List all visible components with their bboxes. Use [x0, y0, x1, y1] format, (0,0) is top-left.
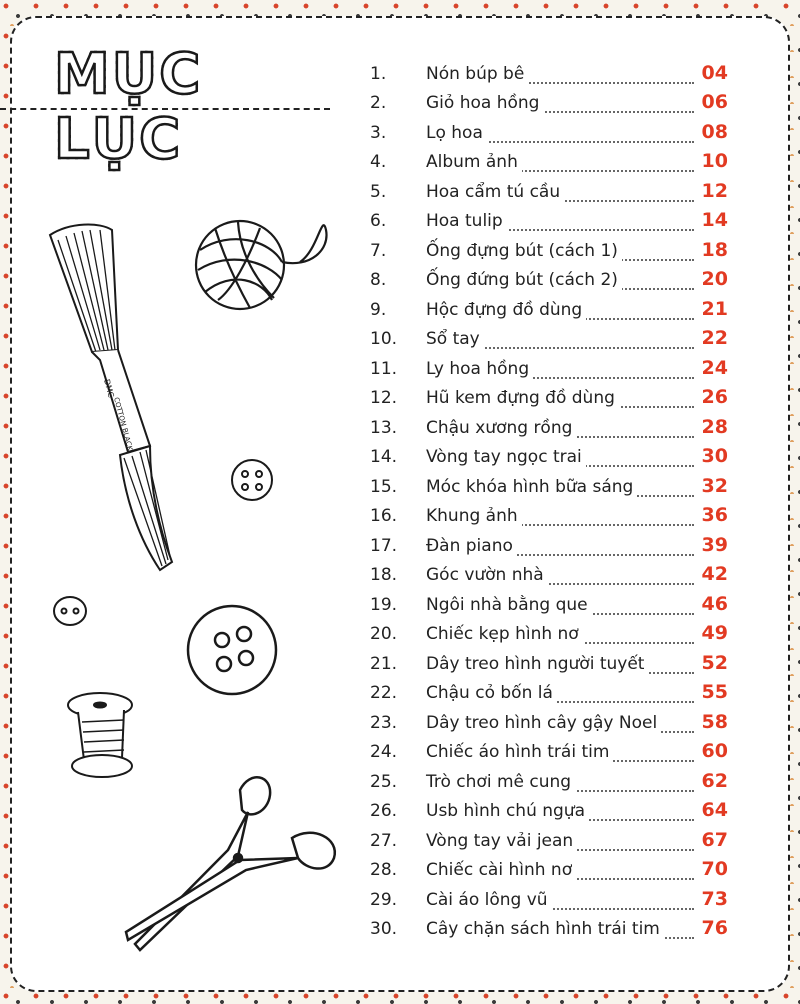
toc-entry[interactable] [370, 622, 730, 648]
toc-number: 5. [370, 182, 387, 202]
toc-number: 20. [370, 624, 398, 644]
toc-entry[interactable] [370, 180, 730, 206]
toc-entry[interactable] [370, 268, 730, 294]
craft-illustrations [0, 0, 360, 1004]
toc-number: 8. [370, 270, 387, 290]
toc-number: 25. [370, 772, 398, 792]
toc-title: Chậu cỏ bốn lá [426, 683, 557, 703]
toc-title: Chiếc áo hình trái tim [426, 742, 613, 762]
scissors-icon [126, 777, 335, 950]
toc-page: 73 [701, 888, 728, 910]
toc-entry[interactable] [370, 917, 730, 943]
toc-page: 28 [701, 416, 728, 438]
toc-title: Chiếc cài hình nơ [426, 860, 576, 880]
toc-number: 30. [370, 919, 398, 939]
toc-page: 14 [701, 209, 728, 231]
toc-number: 17. [370, 536, 398, 556]
toc-entry[interactable] [370, 652, 730, 678]
toc-title: Chậu xương rồng [426, 418, 576, 438]
toc-entry[interactable] [370, 357, 730, 383]
toc-page: 32 [701, 475, 728, 497]
toc-entry[interactable] [370, 534, 730, 560]
toc-title: Sổ tay [426, 329, 484, 349]
toc-entry[interactable] [370, 209, 730, 235]
toc-number: 24. [370, 742, 398, 762]
toc-page: 26 [701, 386, 728, 408]
toc-entry[interactable] [370, 121, 730, 147]
toc-number: 7. [370, 241, 387, 261]
toc-page: 52 [701, 652, 728, 674]
toc-title: Ống đứng bút (cách 2) [426, 270, 622, 290]
toc-entry[interactable] [370, 445, 730, 471]
toc-page: 60 [701, 740, 728, 762]
toc-title: Góc vườn nhà [426, 565, 548, 585]
toc-entry[interactable] [370, 327, 730, 353]
toc-title: Album ảnh [426, 152, 522, 172]
toc-entry[interactable] [370, 888, 730, 914]
button-large-icon [188, 606, 276, 694]
toc-page: 22 [701, 327, 728, 349]
toc-number: 18. [370, 565, 398, 585]
toc-page: 64 [701, 799, 728, 821]
toc-title: Cài áo lông vũ [426, 890, 552, 910]
toc-number: 12. [370, 388, 398, 408]
toc-number: 19. [370, 595, 398, 615]
toc-page: 70 [701, 858, 728, 880]
toc-page: 58 [701, 711, 728, 733]
toc-title: Nón búp bê [426, 64, 528, 84]
toc-number: 22. [370, 683, 398, 703]
toc-number: 13. [370, 418, 398, 438]
thread-skein-icon [50, 225, 172, 570]
toc-entry[interactable] [370, 504, 730, 530]
toc-page: 36 [701, 504, 728, 526]
toc-page: 10 [701, 150, 728, 172]
toc-title: Dây treo hình cây gậy Noel [426, 713, 661, 733]
toc-page: 67 [701, 829, 728, 851]
toc-title: Móc khóa hình bữa sáng [426, 477, 637, 497]
toc-number: 28. [370, 860, 398, 880]
toc-title: Hũ kem đựng đồ dùng [426, 388, 619, 408]
toc-title: Hộc đựng đồ dùng [426, 300, 586, 320]
toc-page: 21 [701, 298, 728, 320]
toc-page: 55 [701, 681, 728, 703]
toc-number: 15. [370, 477, 398, 497]
toc-title: Vòng tay vải jean [426, 831, 577, 851]
toc-title: Hoa cẩm tú cầu [426, 182, 564, 202]
toc-page: 39 [701, 534, 728, 556]
toc-number: 6. [370, 211, 387, 231]
toc-title: Đàn piano [426, 536, 517, 556]
spool-icon [68, 693, 132, 777]
toc-number: 27. [370, 831, 398, 851]
toc-entry[interactable] [370, 150, 730, 176]
toc-title: Hoa tulip [426, 211, 507, 231]
toc-page: 04 [701, 62, 728, 84]
toc-title: Ống đựng bút (cách 1) [426, 241, 622, 261]
toc-number: 23. [370, 713, 398, 733]
toc-entry[interactable] [370, 475, 730, 501]
toc-title: Dây treo hình người tuyết [426, 654, 648, 674]
toc-page: 49 [701, 622, 728, 644]
toc-number: 11. [370, 359, 398, 379]
toc-entry[interactable] [370, 91, 730, 117]
toc-title: Giỏ hoa hồng [426, 93, 543, 113]
toc-page: 46 [701, 593, 728, 615]
toc-title: Usb hình chú ngựa [426, 801, 589, 821]
toc-number: 4. [370, 152, 387, 172]
toc-number: 21. [370, 654, 398, 674]
toc-page: 30 [701, 445, 728, 467]
toc-entry[interactable] [370, 62, 730, 88]
toc-number: 16. [370, 506, 398, 526]
toc-entry[interactable] [370, 770, 730, 796]
toc-entry[interactable] [370, 858, 730, 884]
toc-number: 26. [370, 801, 398, 821]
toc-page: 76 [701, 917, 728, 939]
toc-number: 10. [370, 329, 398, 349]
toc-number: 9. [370, 300, 387, 320]
toc-entry[interactable] [370, 416, 730, 442]
toc-number: 14. [370, 447, 398, 467]
yarn-ball-icon [196, 221, 327, 309]
toc-entry[interactable] [370, 239, 730, 265]
toc-title: Vòng tay ngọc trai [426, 447, 586, 467]
toc-entry[interactable] [370, 681, 730, 707]
button-small-icon [232, 460, 272, 500]
toc-title: Ly hoa hồng [426, 359, 533, 379]
toc-page: 20 [701, 268, 728, 290]
toc-number: 29. [370, 890, 398, 910]
toc-number: 3. [370, 123, 387, 143]
toc-page: 24 [701, 357, 728, 379]
page-title: MỤC LỤC [54, 42, 346, 172]
toc-page: 18 [701, 239, 728, 261]
toc-number: 1. [370, 64, 387, 84]
toc-entry[interactable] [370, 298, 730, 324]
toc-entry[interactable] [370, 711, 730, 737]
thread-label-1: DMC [102, 378, 116, 399]
toc-entry[interactable] [370, 740, 730, 766]
toc-number: 2. [370, 93, 387, 113]
toc-title: Khung ảnh [426, 506, 522, 526]
toc-page: 06 [701, 91, 728, 113]
toc-entry[interactable] [370, 563, 730, 589]
thread-label-2: COTTON BLACK [112, 396, 134, 452]
toc-entry[interactable] [370, 386, 730, 412]
toc-title: Lọ hoa [426, 123, 487, 143]
toc-entry[interactable] [370, 593, 730, 619]
toc-title: Chiếc kẹp hình nơ [426, 624, 583, 644]
toc-entry[interactable] [370, 799, 730, 825]
toc-title: Ngôi nhà bằng que [426, 595, 592, 615]
toc-page: 42 [701, 563, 728, 585]
toc-page: 08 [701, 121, 728, 143]
toc-title: Trò chơi mê cung [426, 772, 575, 792]
button-tiny-icon [54, 597, 86, 625]
toc-entry[interactable] [370, 829, 730, 855]
toc-page: 62 [701, 770, 728, 792]
toc-title: Cây chặn sách hình trái tim [426, 919, 664, 939]
toc-page: 12 [701, 180, 728, 202]
